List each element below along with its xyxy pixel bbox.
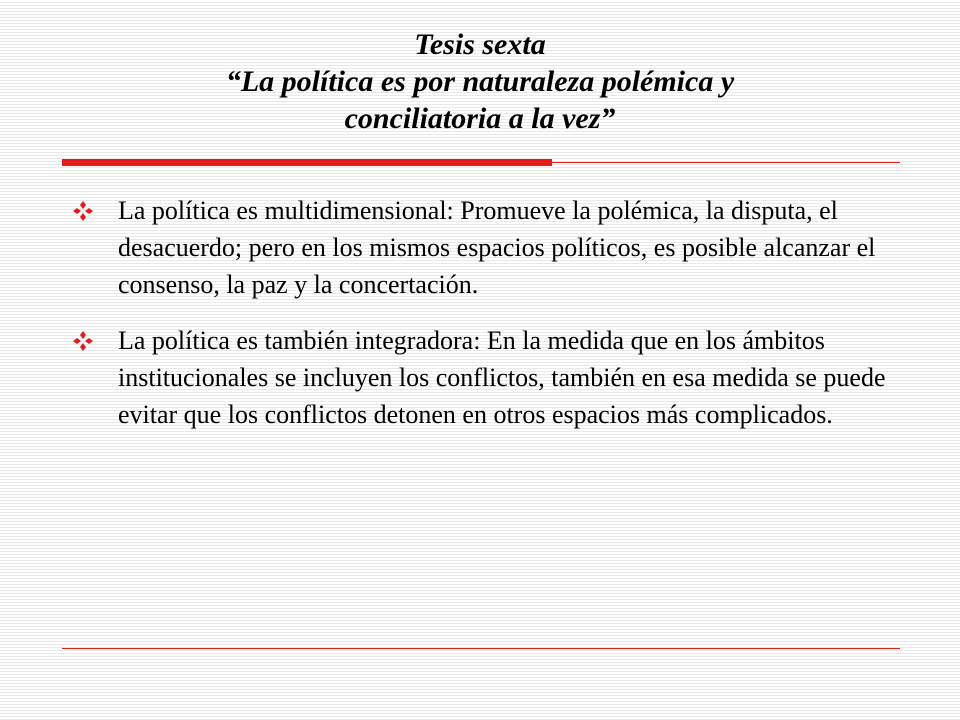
bullet-item-1 bbox=[72, 192, 902, 303]
diamond-bullet-icon bbox=[72, 330, 94, 352]
slide-title bbox=[60, 26, 900, 137]
bullet-text-2: La política es también integradora: En la medida que en los ámbitos institucionales se incluyen los conflictos, también en esa medida se puede evitar que los conflictos detonen en otros espacios más complicados. bbox=[118, 326, 886, 429]
bullet-item-2 bbox=[72, 322, 902, 433]
title-underline-thin bbox=[552, 162, 900, 163]
footer-rule bbox=[62, 648, 900, 649]
diamond-bullet-icon bbox=[72, 200, 94, 222]
title-line-2: “La política es por naturaleza polémica y bbox=[225, 65, 735, 98]
bullet-list bbox=[72, 192, 902, 452]
bullet-text-1: La política es multidimensional: Promueve la polémica, la disputa, el desacuerdo; pero en los mismos espacios políticos, es posible alcanzar el consenso, la paz y la concertación. bbox=[118, 196, 876, 299]
title-underline-thick bbox=[62, 159, 552, 166]
title-line-3: conciliatoria a la vez” bbox=[344, 102, 616, 135]
title-line-1: Tesis sexta bbox=[414, 28, 546, 61]
